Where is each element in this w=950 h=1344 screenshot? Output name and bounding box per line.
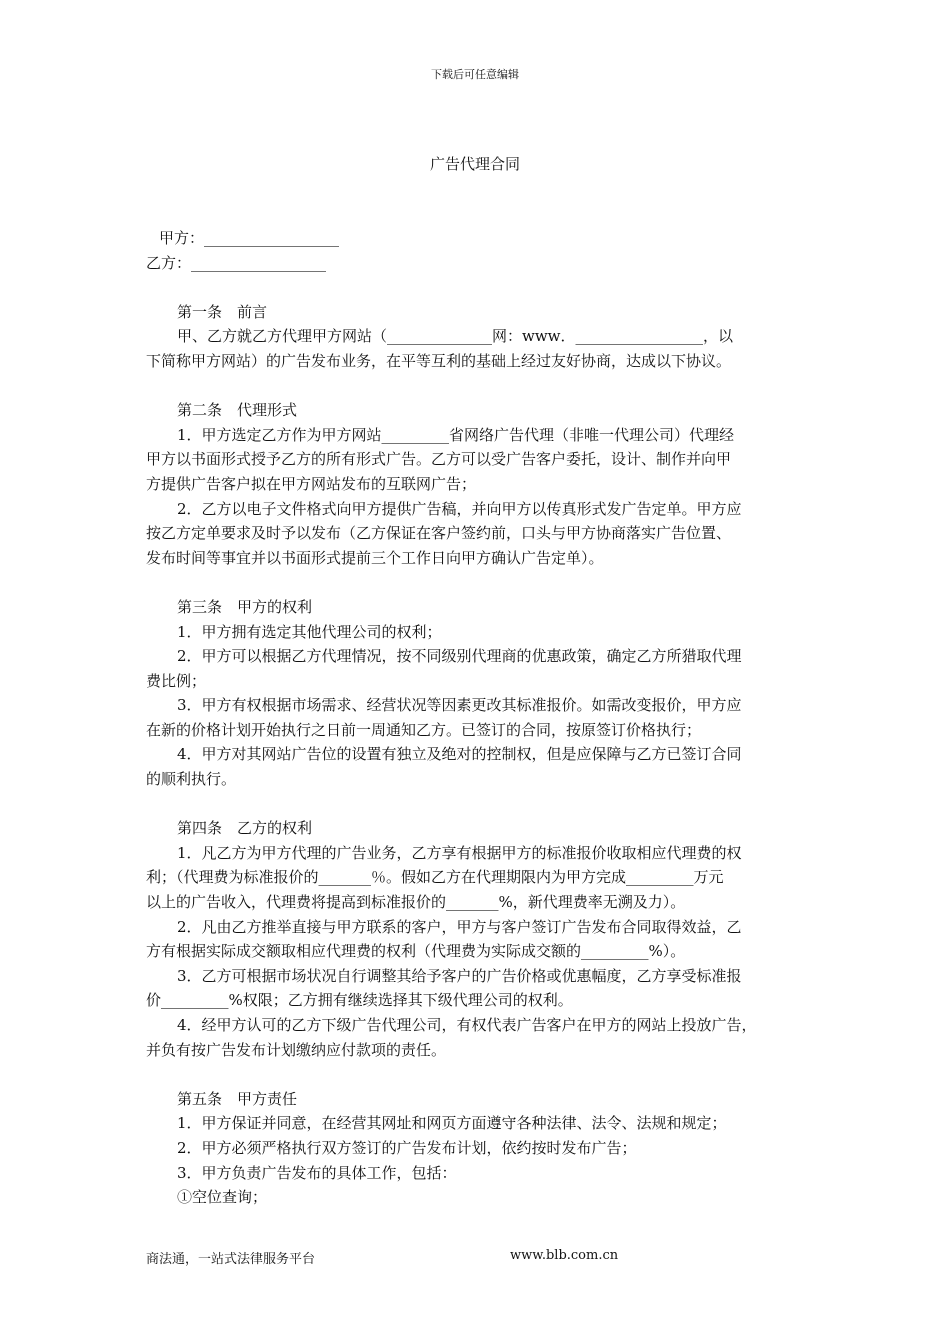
paragraph-line: 2．甲方必须严格执行双方签订的广告发布计划，依约按时发布广告；: [177, 1138, 637, 1157]
paragraph-line: 方有根据实际成交额取相应代理费的权利（代理费为实际成交额的_________%）。: [146, 942, 686, 961]
footer-website: www.blb.com.cn: [510, 1248, 619, 1263]
paragraph-line: 按乙方定单要求及时予以发布（乙方保证在客户签约前，口头与甲方协商落实广告位置、: [146, 524, 732, 543]
paragraph-line: 1．甲方保证并同意，在经营其网址和网页方面遵守各种法律、法令、法规和规定；: [177, 1114, 727, 1133]
paragraph-line: 4．甲方对其网站广告位的设置有独立及绝对的控制权，但是应保障与乙方已签订合同: [177, 745, 742, 764]
header-note: 下载后可任意编辑: [431, 68, 519, 81]
paragraph-line: 并负有按广告发布计划缴纳应付款项的责任。: [146, 1040, 447, 1059]
paragraph-line: 2．凡由乙方推举直接与甲方联系的客户，甲方与客户签订广告发布合同取得效益，乙: [177, 917, 742, 936]
article2-heading: 第二条 代理形式: [177, 401, 298, 420]
party-a-line: 甲方：__________________: [159, 229, 340, 247]
paragraph-line: 方提供广告客户拟在甲方网站发布的互联网广告；: [146, 474, 477, 493]
document-title: 广告代理合同: [429, 155, 520, 173]
article4-heading: 第四条 乙方的权利: [177, 819, 313, 838]
paragraph-line: 1．甲方选定乙方作为甲方网站_________省网络广告代理（非唯一代理公司）代理经: [177, 425, 735, 444]
paragraph-line: 的顺利执行。: [146, 770, 237, 789]
paragraph-line: 利；（代理费为标准报价的_______％。假如乙方在代理期限内为甲方完成_________万元: [146, 868, 724, 887]
paragraph-line: 甲、乙方就乙方代理甲方网站（______________网：www．_________________，以: [177, 327, 734, 346]
article5-heading: 第五条 甲方责任: [177, 1089, 298, 1108]
paragraph-line: 下简称甲方网站）的广告发布业务，在平等互利的基础上经过友好协商，达成以下协议。: [146, 351, 732, 370]
paragraph-line: 发布时间等事宜并以书面形式提前三个工作日向甲方确认广告定单）。: [146, 548, 604, 567]
article3-heading: 第三条 甲方的权利: [177, 597, 313, 616]
paragraph-line: 4．经甲方认可的乙方下级广告代理公司，有权代表广告客户在甲方的网站上投放广告，: [177, 1016, 757, 1034]
party-b-line: 乙方：__________________: [146, 253, 327, 272]
paragraph-line: 2．乙方以电子文件格式向甲方提供广告稿，并向甲方以传真形式发广告定单。甲方应: [177, 499, 742, 518]
paragraph-line: 价_________%权限；乙方拥有继续选择其下级代理公司的权利。: [146, 991, 573, 1010]
paragraph-line: 以上的广告收入，代理费将提高到标准报价的_______%，新代理费率无溯及力）。: [146, 893, 686, 912]
paragraph-line: 3．乙方可根据市场状况自行调整其给予客户的广告价格或优惠幅度，乙方享受标准报: [177, 966, 742, 985]
paragraph-line: ①空位查询；: [177, 1188, 268, 1207]
paragraph-line: 费比例；: [146, 671, 207, 690]
article1-heading: 第一条 前言: [177, 302, 268, 321]
paragraph-line: 1．凡乙方为甲方代理的广告业务，乙方享有根据甲方的标准报价收取相应代理费的权: [177, 843, 742, 862]
paragraph-line: 在新的价格计划开始执行之日前一周通知乙方。已签订的合同，按原签订价格执行；: [146, 720, 702, 739]
document-body: [146, 226, 812, 1210]
paragraph-line: 3．甲方有权根据市场需求、经营状况等因素更改其标准报价。如需改变报价，甲方应: [177, 696, 742, 715]
paragraph-line: 2．甲方可以根据乙方代理情况，按不同级别代理商的优惠政策，确定乙方所猎取代理: [177, 647, 742, 666]
footer-platform-name: 商法通，一站式法律服务平台: [146, 1252, 316, 1267]
paragraph-line: 1．甲方拥有选定其他代理公司的权利；: [177, 622, 442, 641]
paragraph-line: 3．甲方负责广告发布的具体工作，包括：: [177, 1163, 457, 1182]
paragraph-line: 甲方以书面形式授予乙方的所有形式广告。乙方可以受广告客户委托，设计、制作并向甲: [146, 450, 732, 469]
